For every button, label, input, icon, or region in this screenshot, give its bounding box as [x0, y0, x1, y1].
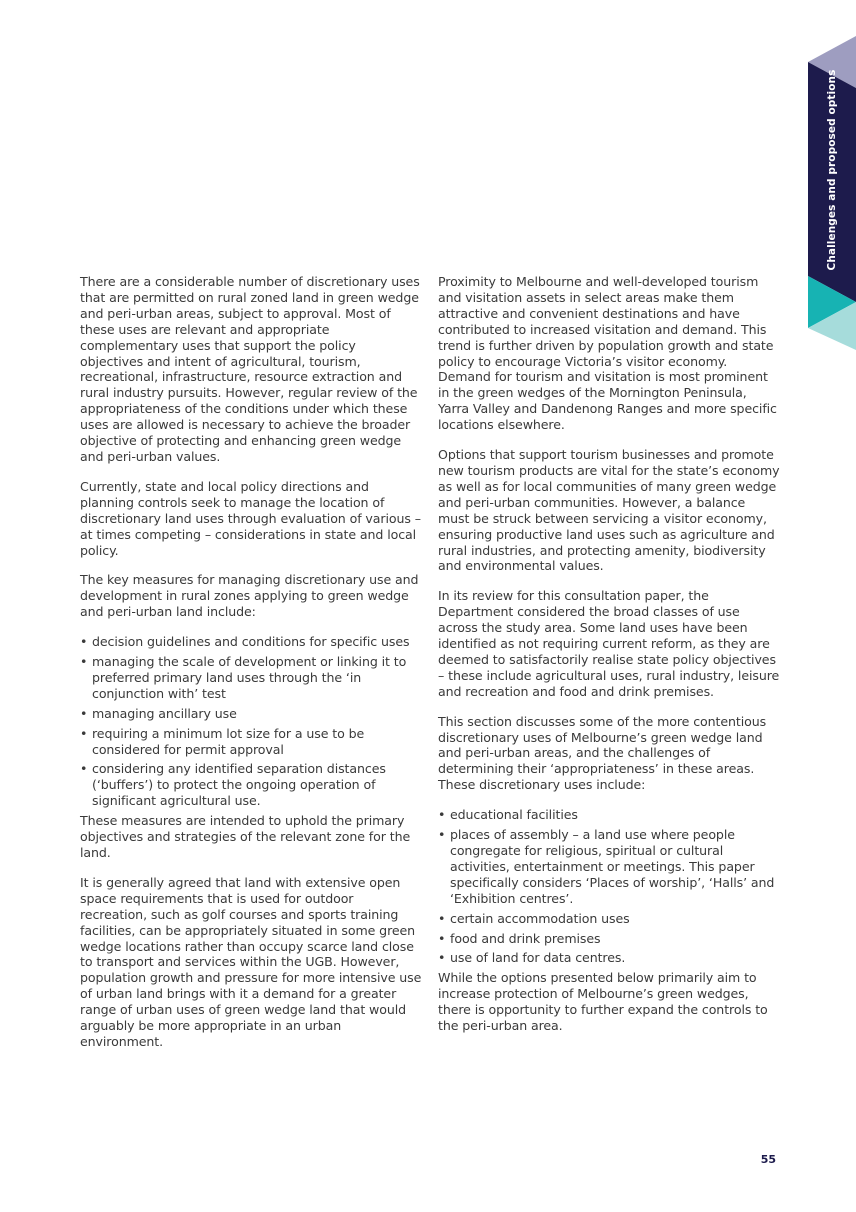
right-column — [438, 274, 780, 1048]
right-paragraph-5: While the options presented below primarily aim to increase protection of Melbourne’s green wedges, there is opportunity to further expand the controls to the peri-urban area. — [438, 970, 768, 1034]
list-item: • requiring a minimum lot size for a use to be considered for permit approval — [80, 726, 422, 758]
right-paragraph-3: In its review for this consultation paper, the Department considered the broad classes of use across the study area. Some land uses have been identified as not requiring current reform, as they are deemed to satisfactorily realise state policy objectives – these include agricultural uses, rural industry, leisure and recreation and food and drink premises. — [438, 588, 780, 699]
list-item: • use of land for data centres. — [438, 950, 780, 966]
right-paragraph-4: This section discusses some of the more contentious discretionary uses of Melbourne’s green wedge land and peri-urban areas, and the challenges of determining their ‘appropriateness’ in these areas. These discretionary uses include: — [438, 713, 767, 793]
list-item: • educational facilities — [438, 807, 780, 823]
left-column — [80, 274, 422, 1064]
section-label-text: Challenges and proposed options — [826, 69, 838, 271]
list-item: • managing the scale of development or linking it to preferred primary land uses through the ‘in conjunction with’ test — [80, 654, 422, 702]
page-number: 55 — [760, 1153, 776, 1166]
left-paragraph-5: It is generally agreed that land with extensive open space requirements that is used for outdoor recreation, such as golf courses and sports training facilities, can be appropriately situated in some green wedge locations rather than occupy scarce land close to transport and services within the UGB. However, population growth and pressure for more intensive use of urban land brings with it a demand for a greater range of urban uses of green wedge land that would arguably be more appropriate in an urban environment. — [80, 874, 422, 1049]
list-item: • places of assembly – a land use where people congregate for religious, spiritual or cultural activities, entertainment or meetings. This paper specifically considers ‘Places of worship’, ‘Halls’ and ‘Exhibition centres’. — [438, 827, 780, 907]
left-paragraph-1: There are a considerable number of discretionary uses that are permitted on rural zoned land in green wedge and peri-urban areas, subject to approval. Most of these uses are relevant and appropriate complementary uses that support the policy objectives and intent of agricultural, tourism, recreational, infrastructure, resource extraction and rural industry pursuits. However, regular review of the appropriateness of the conditions under which these uses are allowed is necessary to achieve the broader objective of protecting and enhancing green wedge and peri-urban values. — [80, 274, 420, 464]
right-paragraph-2: Options that support tourism businesses and promote new tourism products are vital for the state’s economy as well as for local communities of many green wedge and peri-urban communities. However, a balance must be struck between servicing a visitor economy, ensuring productive land uses such as agriculture and rural industries, and protecting amenity, biodiversity and environmental values. — [438, 447, 780, 574]
list-item: • managing ancillary use — [80, 706, 422, 722]
list-item: • certain accommodation uses — [438, 911, 780, 927]
list-item: • decision guidelines and conditions for specific uses — [80, 634, 422, 650]
list-item: • food and drink premises — [438, 931, 780, 947]
right-bullet-list — [438, 807, 780, 966]
left-paragraph-3: The key measures for managing discretionary use and development in rural zones applying to green wedge and peri-urban land include: — [80, 572, 419, 620]
list-item: • considering any identified separation distances (‘buffers’) to protect the ongoing operation of significant agricultural use. — [80, 761, 422, 809]
left-bullet-list — [80, 634, 422, 809]
section-label — [808, 60, 856, 280]
left-paragraph-2: Currently, state and local policy directions and planning controls seek to manage the location of discretionary land uses through evaluation of various – at times competing – considerations in state and local policy. — [80, 478, 421, 558]
right-paragraph-1: Proximity to Melbourne and well-developed tourism and visitation assets in select areas make them attractive and convenient destinations and have contributed to increased visitation and demand. This trend is further driven by population growth and state policy to encourage Victoria’s visitor economy. Demand for tourism and visitation is most prominent in the green wedges of the Mornington Peninsula, Yarra Valley and Dandenong Ranges and more specific locations elsewhere. — [438, 274, 777, 433]
left-paragraph-4: These measures are intended to uphold the primary objectives and strategies of the relevant zone for the land. — [80, 813, 411, 860]
